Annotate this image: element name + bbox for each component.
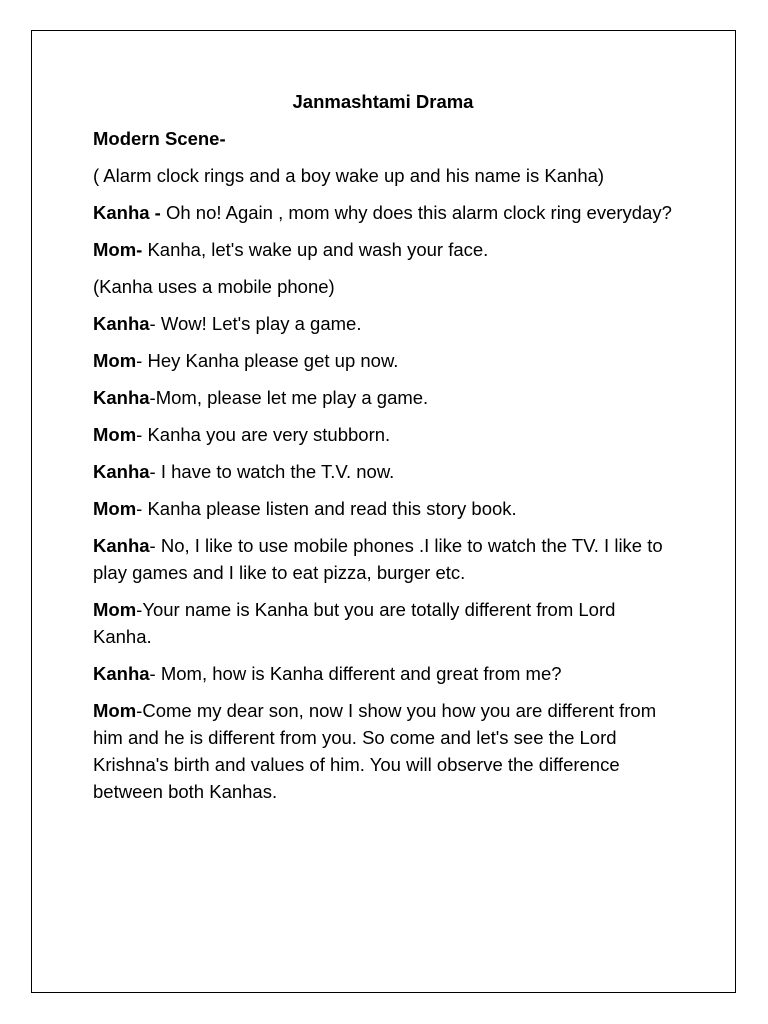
speaker-name: Kanha [93, 663, 150, 684]
dialogue-line [93, 162, 673, 189]
speaker-name: Kanha [93, 387, 150, 408]
line-text: (Kanha uses a mobile phone) [93, 276, 335, 297]
dialogue-line [93, 347, 673, 374]
speaker-name: Kanha [93, 535, 150, 556]
line-text: ( Alarm clock rings and a boy wake up and his name is Kanha) [93, 165, 605, 186]
line-text: Oh no! Again , mom why does this alarm clock ring everyday? [160, 202, 672, 223]
dialogue-line [93, 458, 673, 485]
document-title: Janmashtami Drama [292, 91, 474, 112]
line-text: -Mom, please let me play a game. [149, 387, 429, 408]
line-text: - I have to watch the T.V. now. [149, 461, 395, 482]
dialogue-line [93, 310, 673, 337]
line-text: - Wow! Let's play a game. [149, 313, 362, 334]
speaker-name: Mom [93, 700, 137, 721]
speaker-name: Mom- [93, 239, 143, 260]
speaker-name: Kanha [93, 461, 150, 482]
speaker-name: Kanha [93, 313, 150, 334]
line-text: Kanha, let's wake up and wash your face. [142, 239, 489, 260]
line-text: - Mom, how is Kanha different and great from me? [149, 663, 562, 684]
dialogue-line [93, 199, 673, 226]
line-text: - No, I like to use mobile phones .I like to watch the TV. I like to play games and I like to eat pizza, burger etc. [93, 535, 663, 583]
dialogue-line [93, 697, 673, 805]
line-text: -Come my dear son, now I show you how you are different from him and he is different from you. So come and let's see the Lord Krishna's birth and values of him. You will observe the difference between both Kanhas. [93, 700, 657, 802]
speaker-name: Kanha - [93, 202, 161, 223]
dialogue-line [93, 273, 673, 300]
dialogue-line [93, 660, 673, 687]
dialogue-line [93, 596, 673, 650]
speaker-name: Mom [93, 599, 137, 620]
dialogue-line [93, 384, 673, 411]
line-text: - Hey Kanha please get up now. [136, 350, 399, 371]
line-text: - Kanha you are very stubborn. [136, 424, 391, 445]
line-text: - Kanha please listen and read this story book. [136, 498, 517, 519]
dialogue-line [93, 421, 673, 448]
document-body [93, 88, 673, 815]
dialogue-line [93, 236, 673, 263]
dialogue-line [93, 532, 673, 586]
speaker-name: Mom [93, 350, 137, 371]
scene-heading: Modern Scene- [93, 128, 226, 149]
speaker-name: Mom [93, 498, 137, 519]
speaker-name: Mom [93, 424, 137, 445]
dialogue-line [93, 495, 673, 522]
line-text: -Your name is Kanha but you are totally different from Lord Kanha. [93, 599, 616, 647]
